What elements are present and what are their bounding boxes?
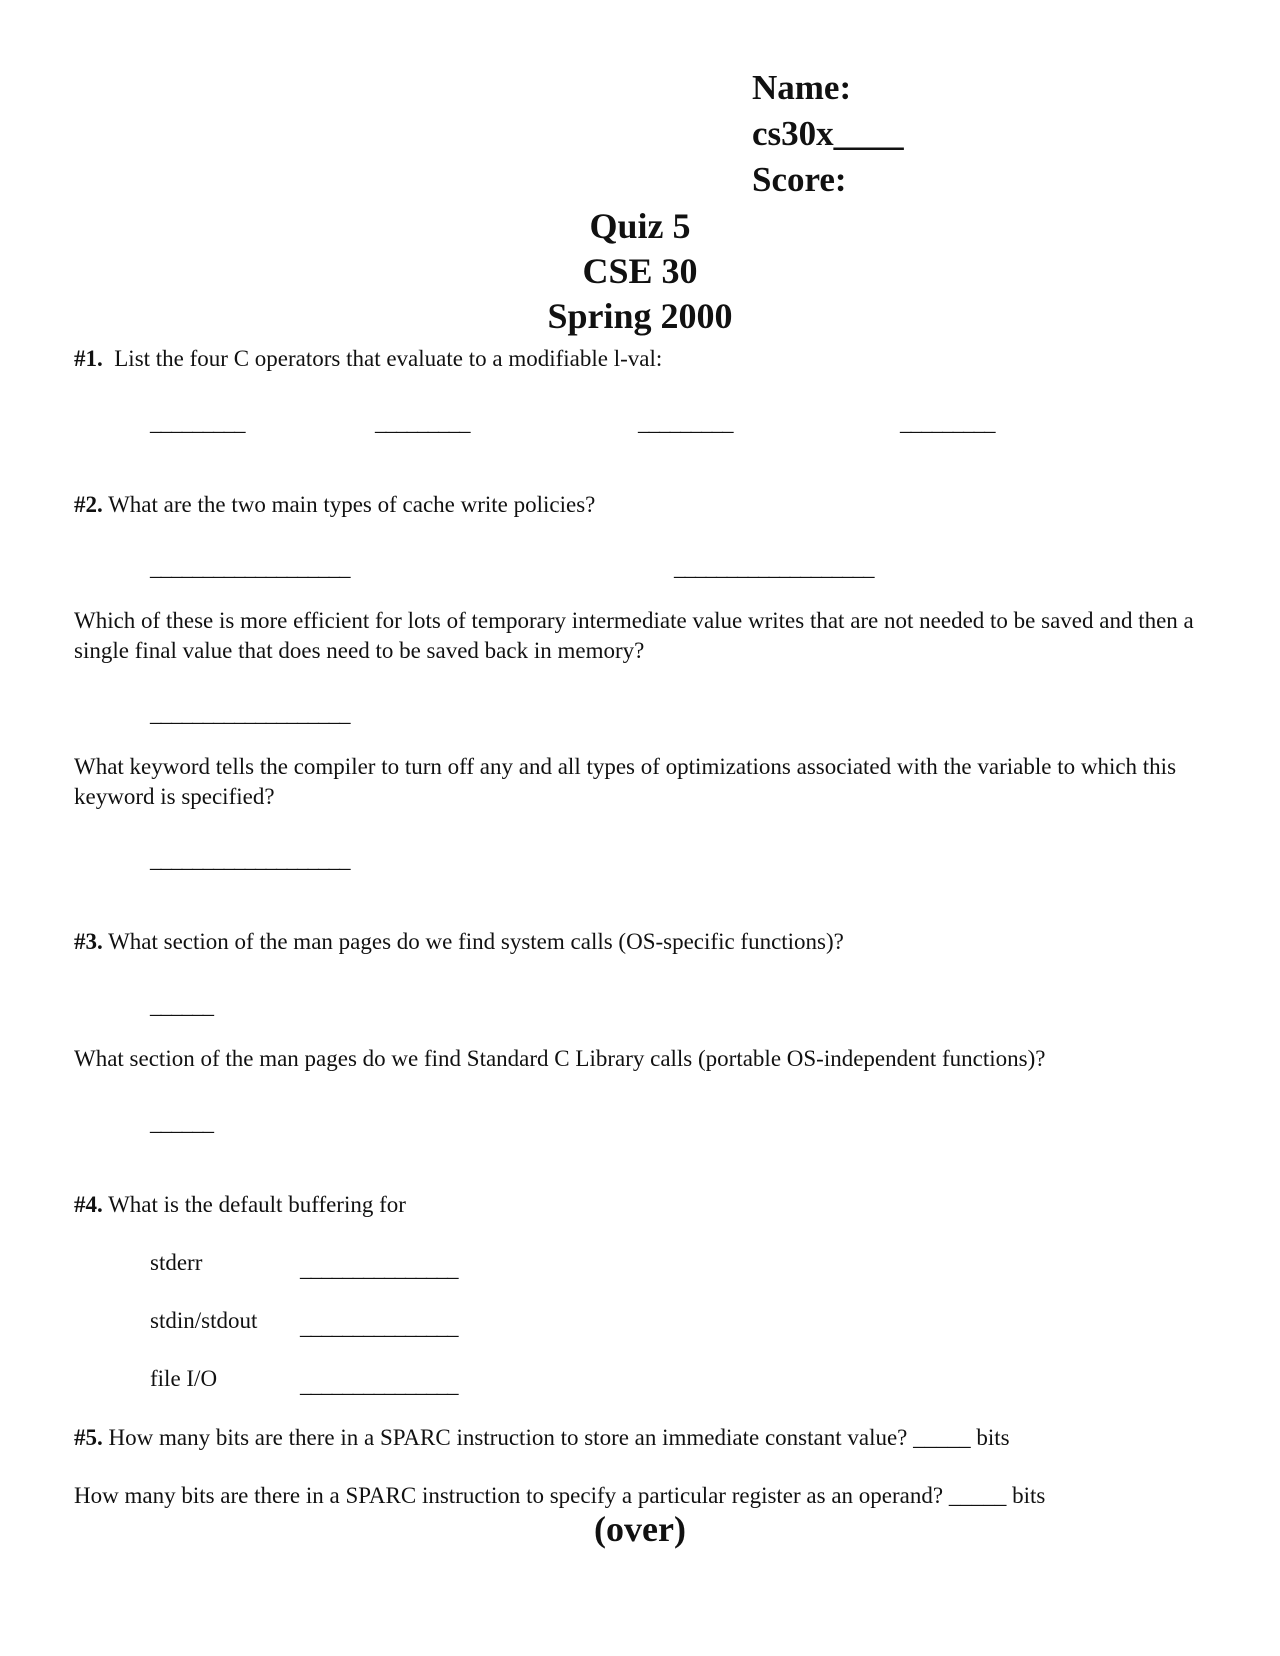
question-2-followup-2: What keyword tells the compiler to turn off any and all types of optimizations associated with the variable to which this keyword is specified? xyxy=(74,754,1177,809)
question-1-text: List the four C operators that evaluate to a modifiable l-val: xyxy=(114,346,663,371)
question-5-number: #5. xyxy=(74,1425,103,1450)
answer-blank[interactable]: ___________________ xyxy=(674,555,874,580)
buffer-label-file-io: file I/O xyxy=(150,1366,218,1391)
answer-blank[interactable]: _________ xyxy=(900,410,995,435)
question-2-text: What are the two main types of cache write policies? xyxy=(108,492,596,517)
answer-blank[interactable]: ___________________ xyxy=(150,847,350,872)
question-2 xyxy=(74,490,595,520)
answer-blank[interactable]: _________ xyxy=(150,410,245,435)
answer-blank[interactable]: ___________________ xyxy=(150,701,350,726)
course-title: CSE 30 xyxy=(582,251,698,291)
question-4 xyxy=(74,1190,406,1220)
login-label: cs30x____ xyxy=(752,114,904,153)
question-3-followup: What section of the man pages do we find Standard C Library calls (portable OS-independent functions)? xyxy=(74,1046,1046,1071)
question-5-text-1: How many bits are there in a SPARC instruction to store an immediate constant value? _____ bits xyxy=(108,1425,1010,1450)
answer-blank[interactable]: _______________ xyxy=(300,1314,458,1339)
answer-blank[interactable]: _________ xyxy=(375,410,470,435)
term-title: Spring 2000 xyxy=(547,296,733,336)
question-5 xyxy=(74,1423,1010,1453)
question-1-number: #1. xyxy=(74,346,103,371)
buffer-label-stderr: stderr xyxy=(150,1250,203,1275)
question-5-followup: How many bits are there in a SPARC instruction to specify a particular register as an operand? _____ bits xyxy=(74,1483,1046,1508)
question-3 xyxy=(74,927,844,957)
name-label: Name: xyxy=(752,68,852,107)
question-2-followup-1: Which of these is more efficient for lots of temporary intermediate value writes that are not needed to be saved and then a single final value that does need to be saved back in memory? xyxy=(74,608,1194,663)
question-3-text: What section of the man pages do we find system calls (OS-specific functions)? xyxy=(108,929,844,954)
answer-blank[interactable]: ___________________ xyxy=(150,555,350,580)
question-1 xyxy=(74,344,662,374)
buffer-label-stdin-stdout: stdin/stdout xyxy=(150,1308,258,1333)
question-2-number: #2. xyxy=(74,492,103,517)
answer-blank[interactable]: ______ xyxy=(150,993,213,1018)
question-3-number: #3. xyxy=(74,929,103,954)
answer-blank[interactable]: _________ xyxy=(638,410,733,435)
answer-blank[interactable]: _______________ xyxy=(300,1372,458,1397)
answer-blank[interactable]: _______________ xyxy=(300,1256,458,1281)
answer-blank[interactable]: ______ xyxy=(150,1110,213,1135)
score-label: Score: xyxy=(752,160,847,199)
question-4-text: What is the default buffering for xyxy=(108,1192,406,1217)
over-label: (over) xyxy=(594,1509,686,1549)
question-4-number: #4. xyxy=(74,1192,103,1217)
quiz-title: Quiz 5 xyxy=(589,206,691,246)
